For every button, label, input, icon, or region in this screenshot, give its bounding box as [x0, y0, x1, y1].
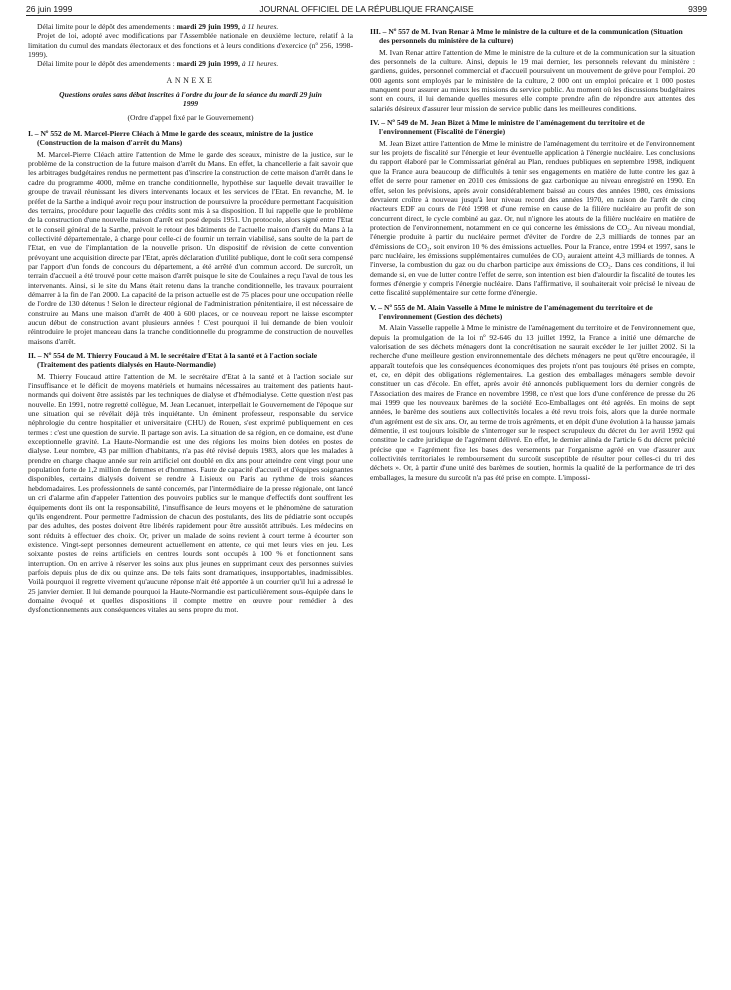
annexe-heading: ANNEXE	[166, 75, 215, 85]
question-body: M. Thierry Foucaud attire l'attention de M. le secrétaire d'Etat à la santé et à l'action sociale sur l'insuffisance et le déficit de moyens matériels et humains nécessaires au traitement des patients haut-normands qui doivent être assistés par les techniques de dialyse et d'hémodialyse. Cette question n'est pas nouvelle. En 1991, notre regretté collègue, M. Jean Lecanuet, interpellait le Gouvernement de l'époque sur une situation qui se révélait déjà très inquiétante. Un éminent professeur, responsable du service néphrologie du centre hospitalier et universitaire (CHU) de Rouen, s'est exprimé publiquement en ces termes : c'est une question de survie. Il partage son avis. La situation de sa région, en ce domaine, est d'une exceptionnelle gravité. La Haute-Normandie est une des régions les moins bien dotées en postes de dialyse. Leur nombre, 43 par million d'habitants, n'a pas été révisé depuis 1983, alors que les malades à prendre en charge chaque année sur rein artificiel ont doublé en dix ans pour atteindre cent vingt pour une population forte de 1,2 million de femmes et d'hommes. Faute de capacité d'accueil et d'équipes soignantes disponibles, certains dialysés doivent se rendre à Lisieux ou Paris au rythme de trois séances hebdomadaires. Les professionnels de santé concernés, par l'intermédiaire de la presse régionale, ont lancé un cri d'alarme afin d'appeler l'attention des pouvoirs publics sur le manque d'effectifs dont souffrent les équipements dont ils ont la responsabilité, l'insuffisance de leurs moyens et le phénomène de saturation qu'ils engendrent. Pour permettre l'admission de chacun des postulants, des lits de pédiatrie sont occupés par des adultes, des postes doivent être libérés rapidement pour être aussitôt attribués. Les médecins en sont réduits à effectuer des choix. Or, priver un malade de soins revient à court terme à écourter son existence. Vingt-sept personnes demeurent actuellement en attente, ce qui met leurs vies en jeu. Les soixante postes de reins artificiels en centres lourds sont occupés à 100 % et fonctionnent sans interruption. On en arrive à réserver les soins aux plus jeunes en supprimant ceux des personnes suivies parfois depuis plus de dix ou quinze ans. De tels faits sont dramatiques, insupportables, inadmissibles. Voilà pourquoi il regrette vivement qu'aucune réponse n'ait été apportée à un courrier qu'il lui a adressé le 25 janvier dernier. Il lui demande pourquoi la Haute-Normandie est particulièrement sous-équipée dans le domaine évoqué et quelles dispositions il compte mettre en œuvre pour remédier à des dysfonctionnements aux conséquences vitales au sens propre du mot.	[28, 371, 353, 615]
question-body: M. Alain Vasselle rappelle à Mme le ministre de l'aménagement du territoire et de l'environnement que, depuis la promulgation de la loi nº 92-646 du 13 juillet 1992, la France a initié une démarche de valorisation de ses déchets ménagers dont la concrétisation ne saurait excéder le 1er juillet 2002. Si la recherche d'une meilleure gestion environnementale des déchets ménagers ne peut qu'être encouragée, il apparaît toutefois que les conséquences économiques des projets n'ont pas toujours été prises en compte, et, ce, en dépit des obligations réglementaires. La gestion des emballages ménagers semble devoir constituer un cas d'école. En effet, après avoir été annoncés publiquement lors du dernier congrès de l'Association des maires de France en novembre 1998, ce n'est que lors d'une conférence de presse du 26 mai 1999 que les nouveaux barèmes de la société Eco-Emballages ont été agréés. En moins de sept années, le barème des soutiens aux collectivités locales a été revu trois fois, alors que la durée normale d'un agrément est de six ans. Or, au terme de trois agréments, et en dépit d'une évolution à la hausse jamais démentie, il est toujours loisible de s'interroger sur le respect scrupuleux du décret du 1er avril 1992 qui constitue le cadre juridique de l'agrément délivré. En effet, le dernier alinéa de l'article 6 du décret précité précise que « l'agrément fixe les bases des versements par l'organisme agréé en vue d'assurer aux collectivités territoriales le remboursement du surcoût susceptible de résulter pour celles-ci du tri des déchets ». Or, à partir d'une unité des barèmes de soutien, hormis la qualité de la performance de tri des emballages, la mesure du surcoût n'a pas été prise en compte. L'impossi-	[370, 323, 695, 482]
header-date: 26 juin 1999	[26, 4, 73, 14]
question-heading: I. – Nº 552 de M. Marcel-Pierre Cléach à Mme le garde des sceaux, ministre de la justice (Construction de la maison d'arrêt du Mans)	[28, 129, 314, 148]
right-column	[370, 22, 695, 984]
left-column	[28, 22, 353, 984]
bill-description: Projet de loi, adopté avec modifications par l'Assemblée nationale en deuxième lecture, relatif à la limitation du cumul des mandats électoraux et des fonctions et à leurs conditions d'exercice (nº 256, 1998-1999).	[28, 31, 353, 60]
amendment-deadline-2: Délai limite pour le dépôt des amendements : mardi 29 juin 1999, à 11 heures.	[37, 59, 279, 69]
question-heading: V. – Nº 555 de M. Alain Vasselle à Mme le ministre de l'aménagement du territoire et de l'environnement (Gestion des déchets)	[370, 302, 653, 321]
question-heading: IV. – Nº 549 de M. Jean Bizet à Mme le ministre de l'aménagement du territoire et de l'environnement (Fiscalité de l'énergie)	[370, 118, 645, 137]
annexe-subtitle: (Ordre d'appel fixé par le Gouvernement)	[127, 112, 254, 122]
question-body: M. Jean Bizet attire l'attention de Mme le ministre de l'aménagement du territoire et de l'environnement sur les projets de fiscalité sur l'énergie et leur éventuelle application à l'énergie nucléaire. Les conclusions du rapport élaboré par le Commissariat général au Plan, rendues publiques en septembre 1998, indiquent que la France aura beaucoup de difficultés à tenir ses engagements en matière de lutte contre les gaz à effet de serre pour ramener en 2010 ces émissions de gaz carbonique au niveau enregistré en 1990. En effet, selon les prévisions, après avoir considérablement baissé au cours des années 1980, ces émissions devraient croître à nouveau jusqu'à leur niveau record des années 1970, en raison de l'arrêt de cinq réacteurs EDF au cours de l'été 1998 et d'une remise en cause de la filière nucléaire au profit de son concurrent direct, le cycle combiné au gaz. Or, nul n'ignore les atouts de la filière nucléaire en matière de protection de l'environnement, notamment en ce qui concerne les émissions de CO₂. Au niveau mondial, l'énergie produite à partir du nucléaire permet d'éviter de l'ordre de 2,3 milliards de tonnes par an d'émissions de CO₂, soit environ 10 % des émissions actuelles. Pour la France, entre 1994 et 1997, sans le parc nucléaire, les émissions supplémentaires cumulées de CO₂ auraient atteint 4,3 milliards de tonnes. A l'inverse, la combustion du gaz ou du charbon participe aux émissions de CO₂. Dans ces conditions, il lui demande si, en vue de lutter contre l'effet de serre, son intention est bien d'alourdir la fiscalité de toutes les formes d'énergie y compris l'énergie nucléaire. Dans l'affirmative, il souhaiterait voir précisé le niveau de cette fiscalité supplémentaire sur cette forme d'énergie.	[370, 138, 695, 298]
question-body: M. Ivan Renar attire l'attention de Mme le ministre de la culture et de la communication sur la situation des personnels de la culture. Ainsi, depuis le 19 mai dernier, les personnels relevant du ministère : gardiens, guides, personnel commercial et d'accueil poursuivent un mouvement de grève pour l'emploi. 20 000 agents sont employés par le ministère de la culture, 2 000 ont un emploi précaire et 1 000 postes manquent pour assurer au mieux les missions du service public. Au moment où les discussions budgétaires sont en cours, il lui demande quelles mesures elle compte prendre afin de répondre aux attentes des salariés désireux d'assurer leur mission de service public dans les meilleures conditions.	[370, 47, 695, 113]
header-rule	[26, 15, 707, 16]
question-heading: II. – Nº 554 de M. Thierry Foucaud à M. le secrétaire d'Etat à la santé et à l'action sociale (Traitement des patients dialysés en Haute-Normandie)	[28, 351, 318, 370]
question-heading: III. – Nº 557 de M. Ivan Renar à Mme le ministre de la culture et de la communication (Situation des personnels du ministère de la culture)	[370, 27, 683, 46]
header-page-number: 9399	[688, 4, 707, 14]
annexe-title: Questions orales sans débat inscrites à l'ordre du jour de la séance du mardi 29 juin 1999	[59, 90, 322, 109]
header-journal-title: JOURNAL OFFICIEL DE LA RÉPUBLIQUE FRANÇAISE	[259, 4, 474, 14]
amendment-deadline-1: Délai limite pour le dépôt des amendements : mardi 29 juin 1999, à 11 heures.	[37, 22, 279, 31]
question-body: M. Marcel-Pierre Cléach attire l'attention de Mme le garde des sceaux, ministre de la justice, sur le problème de la construction de la future maison d'arrêt du Mans. En effet, la chancellerie a fait savoir que les arbitrages budgétaires rendus ne permettent pas d'inscrire la construction de cette maison d'arrêt dans le cadre du programme 4000, même en tranche conditionnelle, hypothèse sur laquelle devait travailler le groupe de travail réunissant les divers intervenants locaux et les services de l'Etat. En revanche, M. le préfet de la Sarthe a indiqué avoir reçu pour instruction de poursuivre la procédure permettant l'acquisition des terrains, procédure pour laquelle des crédits sont mis à sa disposition. Il lui rappelle que le problème de la construction d'une nouvelle maison d'arrêt est posé depuis 1951. Un protocole, alors signé entre l'Etat et le conseil général de la Sarthe, prévoit le retour des bâtiments de l'actuelle maison d'arrêt du Mans à la collectivité départementale, à charge pour celle-ci de fournir un terrain viabilisé, sans soulte de la part de l'Etat, en vue de l'implantation de la nouvelle prison. Un dispositif de révision de cette convention prévoyant une acquisition directe par l'Etat, après déclaration d'utilité publique, dont le coût sera compensé par l'apport d'un fonds de concours du département, a été arrêté d'un commun accord. De surcroît, un terrain d'accueil a été trouvé pour cette maison d'arrêt puisque le site de Coulaines a reçu l'aval de tous les intervenants. Ainsi, si le site du Mans était retenu dans la tranche conditionnelle, les travaux pourraient démarrer à la fin de l'an 2000. La capacité de la prison actuelle est de 75 places pour une occupation réelle de l'ordre de 130 détenus ! Selon le directeur régional de l'administration pénitentiaire, il est nécessaire de construire au Mans une maison d'arrêt de 400 à 600 places, or ce nouveau report ne laisse escompter aucun début de construction avant plusieurs années ! C'est pourquoi il lui demande de bien vouloir réintroduire le projet manceau dans la tranche conditionnelle du programme de construction de nouvelles maisons d'arrêt.	[28, 149, 353, 346]
